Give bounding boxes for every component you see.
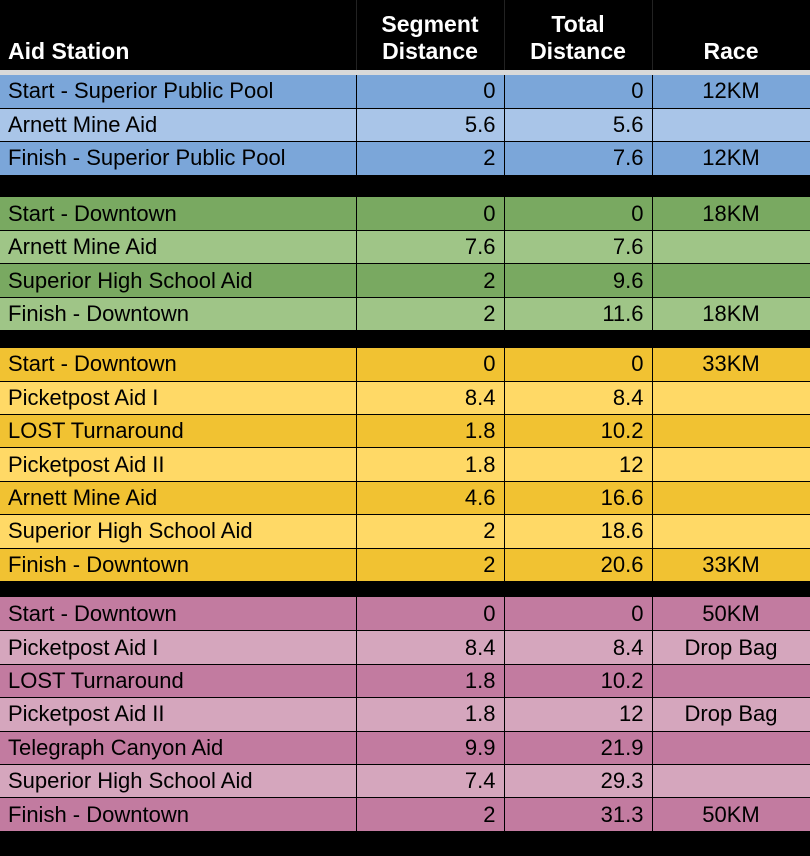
table-row — [0, 597, 810, 630]
col-header-segment-distance — [356, 0, 504, 70]
table-row — [0, 108, 810, 141]
race-cell — [652, 231, 810, 264]
table-row — [0, 348, 810, 381]
segment-distance-cell: 2 — [356, 548, 504, 581]
group-separator — [0, 175, 810, 197]
table-row — [0, 731, 810, 764]
total-distance-cell: 8.4 — [504, 631, 652, 664]
race-cell — [652, 481, 810, 514]
total-distance-cell: 7.6 — [504, 231, 652, 264]
aid-station-cell: Picketpost Aid I — [0, 631, 356, 664]
total-distance-cell: 11.6 — [504, 297, 652, 330]
aid-station-cell: Superior High School Aid — [0, 264, 356, 297]
segment-distance-cell: 7.6 — [356, 231, 504, 264]
col-header-segment-line2: Distance — [382, 38, 478, 64]
race-cell — [652, 264, 810, 297]
aid-station-cell: Arnett Mine Aid — [0, 481, 356, 514]
aid-station-cell: Finish - Downtown — [0, 548, 356, 581]
table-row — [0, 142, 810, 175]
race-cell — [652, 764, 810, 797]
segment-distance-cell: 2 — [356, 515, 504, 548]
aid-station-cell: Start - Downtown — [0, 348, 356, 381]
total-distance-cell: 10.2 — [504, 415, 652, 448]
table-header — [0, 0, 810, 70]
table-end — [0, 831, 810, 851]
segment-distance-cell: 0 — [356, 75, 504, 108]
total-distance-cell: 20.6 — [504, 548, 652, 581]
table-row — [0, 481, 810, 514]
segment-distance-cell: 0 — [356, 197, 504, 230]
aid-station-cell: Finish - Downtown — [0, 297, 356, 330]
table-row — [0, 664, 810, 697]
aid-station-cell: Superior High School Aid — [0, 764, 356, 797]
aid-station-cell: Finish - Downtown — [0, 798, 356, 831]
col-header-segment-line1: Segment — [381, 11, 479, 37]
aid-station-cell: Picketpost Aid II — [0, 448, 356, 481]
table-row — [0, 448, 810, 481]
total-distance-cell: 18.6 — [504, 515, 652, 548]
aid-station-cell: LOST Turnaround — [0, 415, 356, 448]
race-cell — [652, 415, 810, 448]
aid-station-cell: Arnett Mine Aid — [0, 231, 356, 264]
segment-distance-cell: 1.8 — [356, 698, 504, 731]
table-row — [0, 197, 810, 230]
race-cell — [652, 664, 810, 697]
segment-distance-cell: 2 — [356, 264, 504, 297]
aid-station-cell: Start - Downtown — [0, 597, 356, 630]
total-distance-cell: 10.2 — [504, 664, 652, 697]
table-row — [0, 548, 810, 581]
aid-station-cell: Picketpost Aid I — [0, 381, 356, 414]
race-cell: Drop Bag — [652, 698, 810, 731]
total-distance-cell: 0 — [504, 348, 652, 381]
race-cell — [652, 448, 810, 481]
segment-distance-cell: 1.8 — [356, 448, 504, 481]
race-cell — [652, 731, 810, 764]
segment-distance-cell: 2 — [356, 297, 504, 330]
group-separator — [0, 581, 810, 597]
race-cell — [652, 108, 810, 141]
segment-distance-cell: 5.6 — [356, 108, 504, 141]
segment-distance-cell: 1.8 — [356, 664, 504, 697]
total-distance-cell: 21.9 — [504, 731, 652, 764]
segment-distance-cell: 9.9 — [356, 731, 504, 764]
race-cell: 12KM — [652, 142, 810, 175]
col-header-aid-station: Aid Station — [0, 0, 356, 70]
total-distance-cell: 0 — [504, 597, 652, 630]
table-row — [0, 515, 810, 548]
aid-station-cell: Arnett Mine Aid — [0, 108, 356, 141]
table-row — [0, 264, 810, 297]
race-cell: 18KM — [652, 297, 810, 330]
segment-distance-cell: 4.6 — [356, 481, 504, 514]
segment-distance-cell: 0 — [356, 348, 504, 381]
race-cell: 50KM — [652, 597, 810, 630]
segment-distance-cell: 2 — [356, 798, 504, 831]
total-distance-cell: 7.6 — [504, 142, 652, 175]
col-header-race: Race — [652, 0, 810, 70]
race-cell: Drop Bag — [652, 631, 810, 664]
race-cell: 18KM — [652, 197, 810, 230]
aid-station-cell: Superior High School Aid — [0, 515, 356, 548]
table-row — [0, 631, 810, 664]
race-cell: 33KM — [652, 548, 810, 581]
table-body — [0, 70, 810, 851]
total-distance-cell: 5.6 — [504, 108, 652, 141]
table-row — [0, 798, 810, 831]
race-cell: 50KM — [652, 798, 810, 831]
race-cell — [652, 381, 810, 414]
total-distance-cell: 12 — [504, 448, 652, 481]
segment-distance-cell: 0 — [356, 597, 504, 630]
total-distance-cell: 29.3 — [504, 764, 652, 797]
table-row — [0, 231, 810, 264]
table-row — [0, 415, 810, 448]
total-distance-cell: 12 — [504, 698, 652, 731]
total-distance-cell: 0 — [504, 197, 652, 230]
table-row — [0, 381, 810, 414]
aid-station-cell: Start - Downtown — [0, 197, 356, 230]
table-row — [0, 297, 810, 330]
table-row — [0, 698, 810, 731]
group-separator — [0, 331, 810, 348]
aid-station-cell: LOST Turnaround — [0, 664, 356, 697]
total-distance-cell: 0 — [504, 75, 652, 108]
race-cell: 12KM — [652, 75, 810, 108]
segment-distance-cell: 7.4 — [356, 764, 504, 797]
col-header-total-distance — [504, 0, 652, 70]
col-header-total-line1: Total — [551, 11, 605, 37]
total-distance-cell: 31.3 — [504, 798, 652, 831]
race-cell: 33KM — [652, 348, 810, 381]
aid-station-cell: Picketpost Aid II — [0, 698, 356, 731]
segment-distance-cell: 8.4 — [356, 631, 504, 664]
segment-distance-cell: 1.8 — [356, 415, 504, 448]
total-distance-cell: 8.4 — [504, 381, 652, 414]
aid-station-cell: Start - Superior Public Pool — [0, 75, 356, 108]
aid-station-cell: Telegraph Canyon Aid — [0, 731, 356, 764]
race-cell — [652, 515, 810, 548]
total-distance-cell: 16.6 — [504, 481, 652, 514]
col-header-total-line2: Distance — [530, 38, 626, 64]
table-row — [0, 764, 810, 797]
segment-distance-cell: 8.4 — [356, 381, 504, 414]
table-row — [0, 75, 810, 108]
total-distance-cell: 9.6 — [504, 264, 652, 297]
aid-station-cell: Finish - Superior Public Pool — [0, 142, 356, 175]
segment-distance-cell: 2 — [356, 142, 504, 175]
